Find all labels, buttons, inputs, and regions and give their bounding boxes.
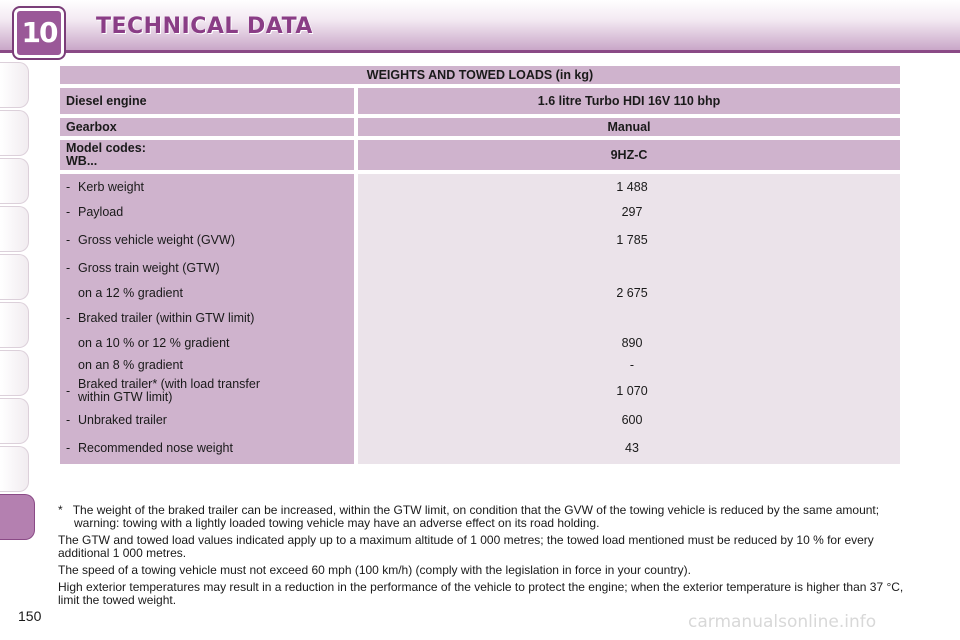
note-altitude: The GTW and towed load values indicated apply up to a maximum altitude of 1 000 metres; the towed load mentioned must be reduced by 10 % for every additional 1 000 metres. bbox=[58, 533, 874, 560]
spec-label: - Unbraked trailer bbox=[66, 413, 167, 427]
spec-value: 1 488 bbox=[616, 180, 648, 194]
spec-label: - Recommended nose weight bbox=[66, 441, 233, 455]
spec-sublabel: on a 12 % gradient bbox=[78, 286, 183, 300]
spec-value: 297 bbox=[621, 205, 643, 219]
chapter-tab[interactable] bbox=[0, 254, 29, 300]
spec-sublabel: on a 10 % or 12 % gradient bbox=[78, 336, 230, 350]
engine-value: 1.6 litre Turbo HDI 16V 110 bhp bbox=[358, 88, 900, 114]
spec-labels bbox=[60, 174, 354, 464]
chapter-tab[interactable] bbox=[0, 158, 29, 204]
chapter-tab[interactable] bbox=[0, 110, 29, 156]
spec-value bbox=[358, 254, 900, 282]
model-value: 9HZ-C bbox=[358, 140, 900, 170]
model-label-line2: WB... bbox=[66, 154, 98, 168]
engine-label: Diesel engine bbox=[60, 88, 354, 114]
note-speed: The speed of a towing vehicle must not exceed 60 mph (100 km/h) (comply with the legislation in force in your country). bbox=[58, 563, 691, 577]
spec-value: 1 785 bbox=[616, 233, 648, 247]
chapter-tab[interactable] bbox=[0, 398, 29, 444]
spec-label: - Payload bbox=[66, 205, 124, 219]
weights-table bbox=[56, 62, 904, 468]
chapter-tab[interactable] bbox=[0, 302, 29, 348]
spec-value: 43 bbox=[625, 441, 639, 455]
spec-label: - Braked trailer (within GTW limit) bbox=[66, 311, 255, 325]
spec-label: - Gross train weight (GTW) bbox=[66, 261, 220, 275]
spec-value: 1 070 bbox=[616, 383, 648, 398]
chapter-badge: 10 bbox=[14, 8, 64, 58]
footnote-text: The weight of the braked trailer can be increased, within the GTW limit, on condition that the GVW of the towing vehicle is reduced by the same amount; warning: towing with a lightly loaded towing vehicle may have an adverse effect on its road holding. bbox=[72, 503, 880, 530]
header-divider bbox=[0, 50, 960, 53]
spec-value bbox=[358, 304, 900, 332]
chapter-tabs bbox=[0, 62, 40, 542]
footnote bbox=[58, 504, 904, 530]
spec-value: 2 675 bbox=[616, 286, 648, 300]
chapter-tab-active[interactable] bbox=[0, 494, 35, 540]
note-temperature: High exterior temperatures may result in a reduction in the performance of the vehicle to protect the engine; when the exterior temperature is higher than 37 °C, limit the towed weight. bbox=[58, 580, 904, 607]
spec-label: - Kerb weight bbox=[66, 180, 145, 194]
spec-values bbox=[358, 174, 900, 464]
chapter-tab[interactable] bbox=[0, 206, 29, 252]
spec-value: 600 bbox=[621, 413, 643, 427]
spec-value: - bbox=[629, 358, 635, 372]
model-label-line1: Model codes: bbox=[66, 141, 146, 155]
spec-label: - Gross vehicle weight (GVW) bbox=[66, 233, 235, 247]
spec-sublabel: on an 8 % gradient bbox=[78, 358, 183, 372]
gearbox-value: Manual bbox=[358, 118, 900, 136]
chapter-tab[interactable] bbox=[0, 62, 29, 108]
gearbox-label: Gearbox bbox=[60, 118, 354, 136]
watermark: carmanualsonline.info bbox=[688, 612, 877, 632]
page-number: 150 bbox=[18, 608, 42, 624]
chapter-tab[interactable] bbox=[0, 350, 29, 396]
model-codes-label bbox=[60, 140, 354, 170]
spec-value: 890 bbox=[621, 336, 643, 350]
page-title: TECHNICAL DATA bbox=[96, 14, 313, 39]
footnote-mark: * bbox=[58, 503, 63, 517]
table-title: WEIGHTS AND TOWED LOADS (in kg) bbox=[60, 66, 900, 84]
spec-label: - Braked trailer* (with load transfer within GTW limit) bbox=[66, 377, 261, 404]
notes-section bbox=[58, 504, 904, 611]
chapter-tab[interactable] bbox=[0, 446, 29, 492]
